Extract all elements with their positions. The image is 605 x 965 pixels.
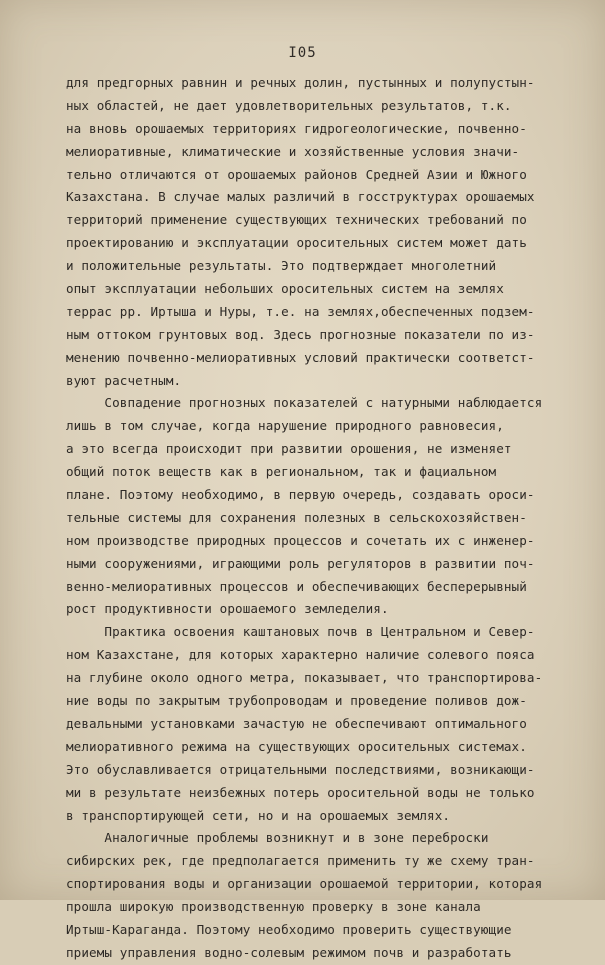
text-line: венно-мелиоративных процессов и обеспечивающих бесперерывный: [66, 578, 527, 594]
text-line: на глубине около одного метра, показывает, что транспортирова-: [66, 670, 543, 686]
text-line: проектированию и эксплуатации оросительных систем может дать: [66, 235, 527, 251]
text-line: а это всегда происходит при развитии орошения, не изменяет: [66, 441, 512, 457]
text-line: ным оттоком грунтовых вод. Здесь прогнозные показатели по из-: [66, 326, 535, 342]
text-line: прошла широкую производственную проверку в зоне канала: [66, 899, 481, 915]
text-line: территорий применение существующих технических требований по: [66, 212, 527, 228]
text-line: лишь в том случае, когда нарушение природного равновесия,: [66, 418, 504, 434]
page-number: I05: [288, 45, 317, 61]
text-line: Совпадение прогнозных показателей с натурными наблюдается: [66, 395, 543, 411]
text-line: менению почвенно-мелиоративных условий практически соответст-: [66, 349, 535, 365]
text-line: плане. Поэтому необходимо, в первую очередь, создавать ороси-: [66, 487, 535, 503]
text-line: ние воды по закрытым трубопроводам и проведение поливов дож-: [66, 693, 527, 709]
text-line: в транспортирующей сети, но и на орошаемых землях.: [66, 807, 451, 823]
text-line: ными сооружениями, играющими роль регуляторов в развитии поч-: [66, 555, 535, 571]
text-line: Это обуславливается отрицательными последствиями, возникающи-: [66, 761, 535, 777]
text-line: общий поток веществ как в региональном, так и фациальном: [66, 464, 497, 480]
text-line: Практика освоения каштановых почв в Центральном и Север-: [66, 624, 535, 640]
text-line: спортирования воды и организации орошаемой территории, которая: [66, 876, 543, 892]
text-line: опыт эксплуатации небольших оросительных систем на землях: [66, 281, 504, 297]
text-line: тельные системы для сохранения полезных в сельскохозяйствен-: [66, 509, 527, 525]
text-line: ных областей, не дает удовлетворительных результатов, т.к.: [66, 97, 512, 113]
text-line: мелиоративного режима на существующих оросительных системах.: [66, 738, 527, 754]
text-line: приемы управления водно-солевым режимом почв и разработать: [66, 944, 512, 960]
body-text: [66, 72, 605, 965]
text-line: Иртыш-Караганда. Поэтому необходимо проверить существующие: [66, 921, 512, 937]
text-line: и положительные результаты. Это подтверждает многолетний: [66, 258, 497, 274]
text-line: ном производстве природных процессов и сочетать их с инженер-: [66, 532, 535, 548]
text-line: террас рр. Иртыша и Нуры, т.е. на землях,обеспеченных подзем-: [66, 303, 535, 319]
text-line: Казахстана. В случае малых различий в госструктурах орошаемых: [66, 189, 535, 205]
text-line: рост продуктивности орошаемого земледелия.: [66, 601, 389, 617]
text-line: Аналогичные проблемы возникнут и в зоне переброски: [66, 830, 489, 846]
text-line: ми в результате неизбежных потерь оросительной воды не только: [66, 784, 535, 800]
text-line: на вновь орошаемых территориях гидрогеологические, почвенно-: [66, 120, 527, 136]
text-line: мелиоративные, климатические и хозяйственные условия значи-: [66, 143, 520, 159]
text-line: девальными установками зачастую не обеспечивают оптимального: [66, 715, 527, 731]
text-line: сибирских рек, где предполагается применить ту же схему тран-: [66, 853, 535, 869]
text-line: для предгорных равнин и речных долин, пустынных и полупустын-: [66, 75, 535, 90]
text-line: ном Казахстане, для которых характерно наличие солевого пояса: [66, 647, 535, 663]
text-line: тельно отличаются от орошаемых районов Средней Азии и Южного: [66, 166, 527, 182]
text-line: вуют расчетным.: [66, 372, 182, 388]
